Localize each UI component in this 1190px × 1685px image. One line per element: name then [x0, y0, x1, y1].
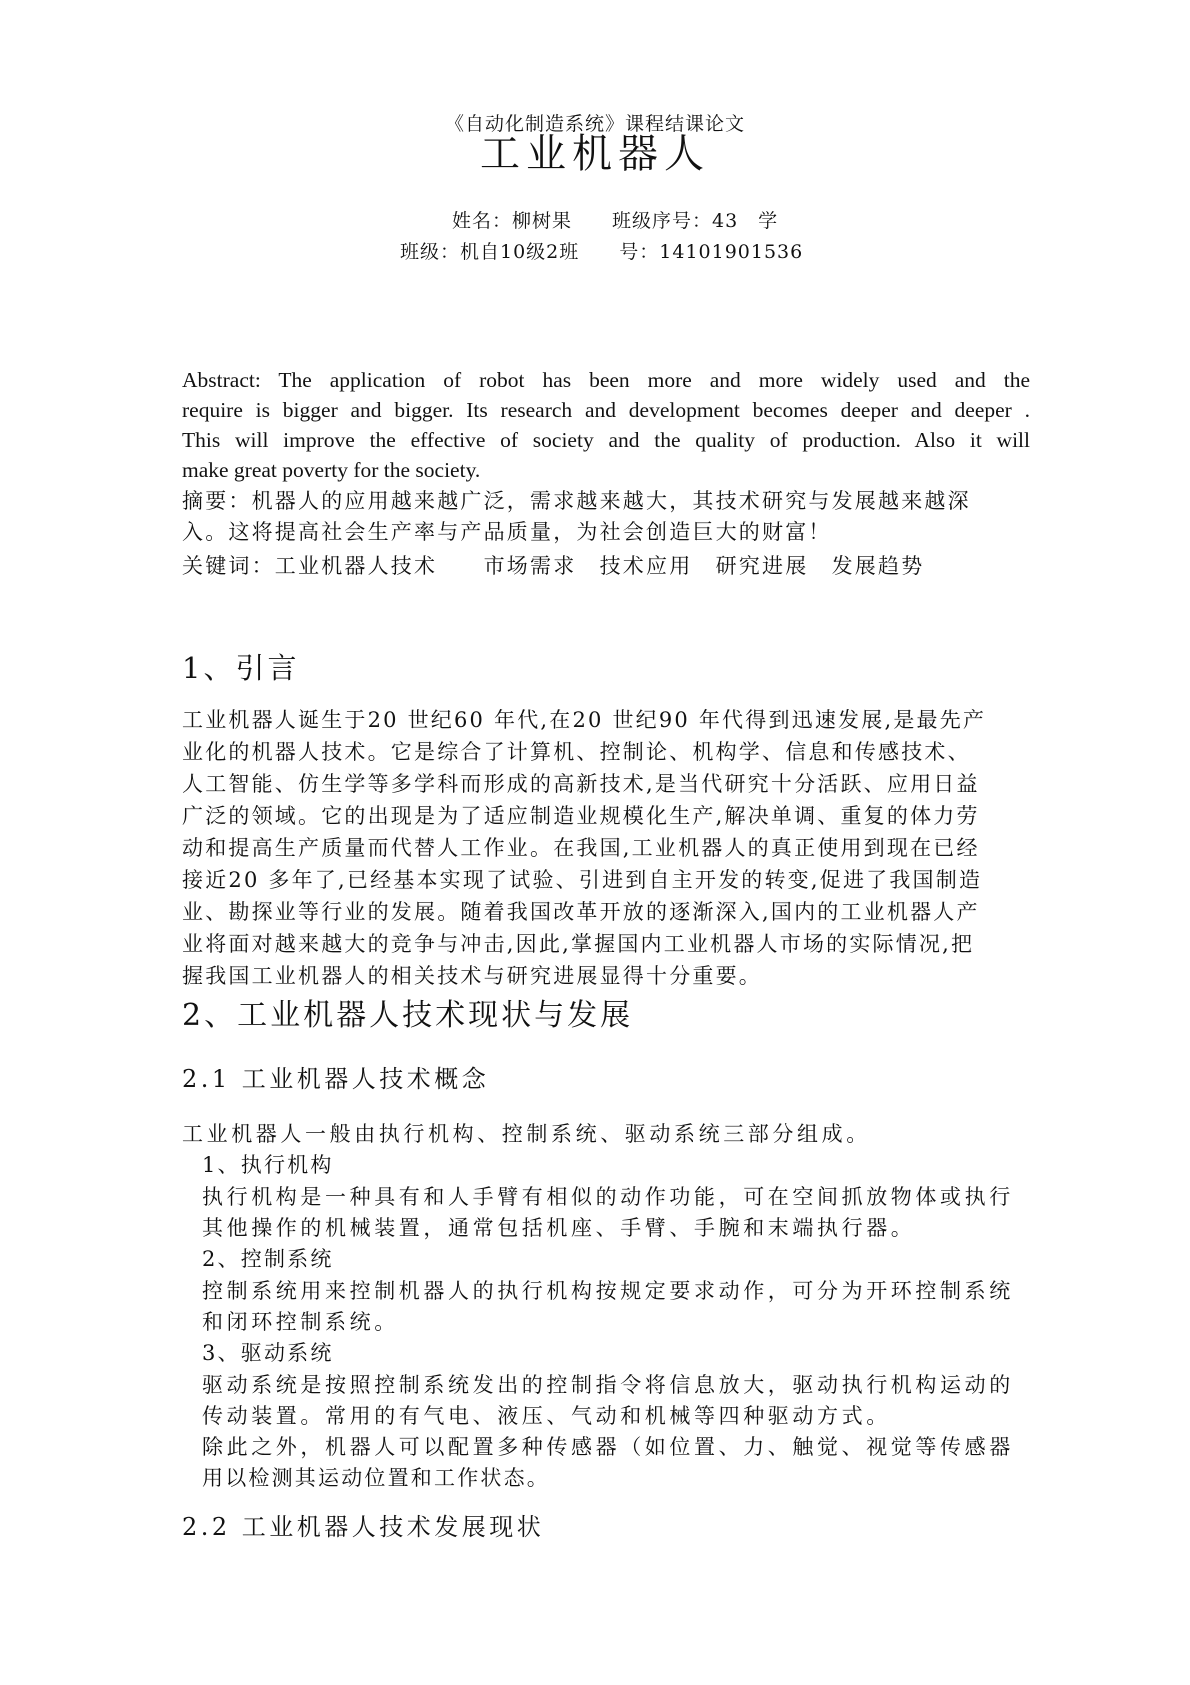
item-2-line: 控制系统用来控制机器人的执行机构按规定要求动作，可分为开环控制系统	[202, 1279, 1014, 1303]
item-3-line: 传动装置。常用的有气电、液压、气动和机械等四种驱动方式。	[202, 1404, 891, 1428]
abstract-english	[182, 365, 1030, 485]
section-1-paragraph-line: 业化的机器人技术。它是综合了计算机、控制论、机构学、信息和传感技术、	[182, 740, 971, 764]
author-line-2: 班级：机自10级2班 号：14101901536	[400, 241, 804, 263]
abstract-chinese-line-2: 入。这将提高社会生产率与产品质量，为社会创造巨大的财富！	[182, 520, 832, 544]
abstract-en-line: Abstract: The application of robot has been more and more widely used and the	[182, 368, 1030, 392]
extra-line: 用以检测其运动位置和工作状态。	[202, 1466, 550, 1490]
section-1-paragraph-line: 广泛的领域。它的出现是为了适应制造业规模化生产,解决单调、重复的体力劳	[182, 804, 980, 828]
item-2-line: 和闭环控制系统。	[202, 1310, 399, 1334]
section-2-heading: 2、工业机器人技术现状与发展	[182, 998, 634, 1033]
section-1-paragraph-line: 业、勘探业等行业的发展。随着我国改革开放的逐渐深入,国内的工业机器人产	[182, 900, 980, 924]
item-3-line: 驱动系统是按照控制系统发出的控制指令将信息放大，驱动执行机构运动的	[202, 1373, 1014, 1397]
item-1-line: 执行机构是一种具有和人手臂有相似的动作功能，可在空间抓放物体或执行	[202, 1185, 1014, 1209]
item-1-line: 其他操作的机械装置，通常包括机座、手臂、手腕和末端执行器。	[202, 1216, 916, 1240]
abstract-chinese-line-1: 摘要：机器人的应用越来越广泛，需求越来越大，其技术研究与发展越来越深	[182, 489, 971, 513]
section-1-paragraph-line: 动和提高生产质量而代替人工作业。在我国,工业机器人的真正使用到现在已经	[182, 836, 980, 860]
subsection-2-1-intro: 工业机器人一般由执行机构、控制系统、驱动系统三部分组成。	[182, 1122, 871, 1146]
abstract-en-line: make great poverty for the society.	[182, 458, 481, 482]
item-2-title: 2、控制系统	[202, 1247, 334, 1271]
section-1-heading: 1、引言	[182, 651, 300, 685]
item-1-title: 1、执行机构	[202, 1153, 334, 1177]
course-title: 《自动化制造系统》课程结课论文	[444, 113, 745, 135]
extra-line: 除此之外，机器人可以配置多种传感器（如位置、力、触觉、视觉等传感器	[202, 1435, 1014, 1459]
section-1-paragraph-line: 人工智能、仿生学等多学科而形成的高新技术,是当代研究十分活跃、应用日益	[182, 772, 980, 796]
subsection-2-2-heading: 2.2 工业机器人技术发展现状	[182, 1513, 545, 1541]
subsection-2-1-heading: 2.1 工业机器人技术概念	[182, 1065, 490, 1093]
section-1-paragraph-line: 工业机器人诞生于20 世纪60 年代,在20 世纪90 年代得到迅速发展,是最先产	[182, 708, 987, 732]
keywords: 关键词：工业机器人技术 市场需求 技术应用 研究进展 发展趋势	[182, 554, 925, 578]
abstract-en-line: This will improve the effective of society and the quality of production. Also it will	[182, 428, 1030, 452]
section-1-paragraph-line: 业将面对越来越大的竞争与冲击,因此,掌握国内工业机器人市场的实际情况,把	[182, 932, 975, 956]
paper-title: 工业机器人	[480, 131, 710, 177]
item-3-title: 3、驱动系统	[202, 1341, 334, 1365]
abstract-en-line: require is bigger and bigger. Its research and development becomes deeper and deeper .	[182, 398, 1030, 422]
section-1-paragraph-line: 接近20 多年了,已经基本实现了试验、引进到自主开发的转变,促进了我国制造	[182, 868, 983, 892]
section-1-paragraph-line: 握我国工业机器人的相关技术与研究进展显得十分重要。	[182, 964, 762, 988]
author-line-1: 姓名：柳树果 班级序号：43 学	[452, 210, 779, 232]
